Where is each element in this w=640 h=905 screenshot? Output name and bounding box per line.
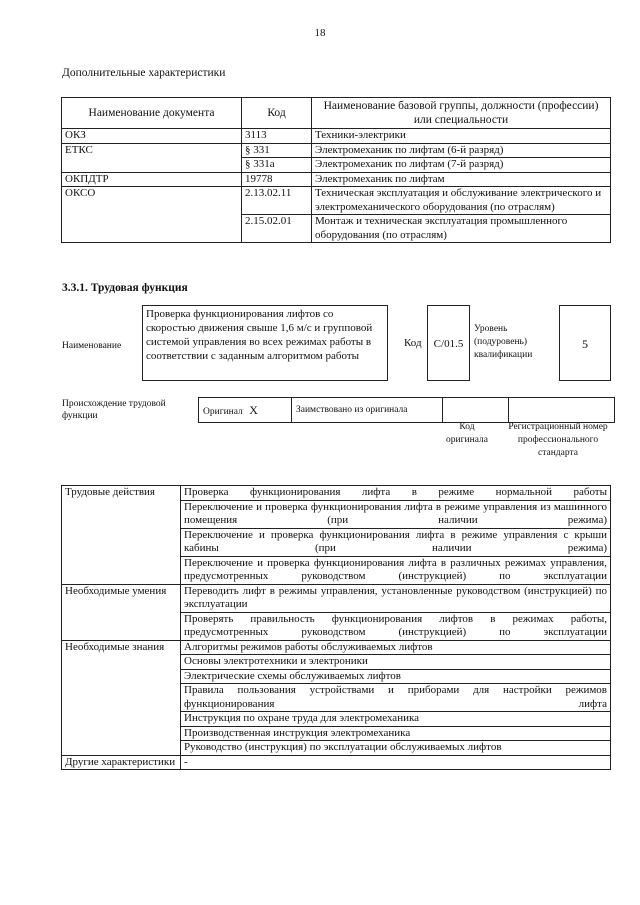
list-item: Инструкция по охране труда для электромеханика (181, 712, 611, 727)
table-row (62, 143, 611, 158)
qualification-level-label: Уровень (подуровень) квалификации (474, 324, 533, 360)
doc-cell: ОКПДТР (62, 172, 242, 187)
list-item: Переключение и проверка функционирования лифта в режиме управления с крыши кабины (при наличии режима) (181, 528, 611, 556)
knowledge-label: Необходимые знания (62, 640, 181, 755)
list-item: Производственная инструкция электромеханика (181, 726, 611, 741)
header-document: Наименование документа (62, 98, 242, 129)
reg-number-cell (509, 398, 615, 423)
name-cell: Электромеханик по лифтам (7-й разряд) (312, 158, 611, 173)
table-row (62, 129, 611, 144)
code-cell: 2.13.02.11 (242, 187, 312, 215)
registration-number-label: Регистрационный номер профессионального стандарта (508, 422, 608, 458)
table-row (62, 755, 611, 770)
name-cell: Монтаж и техническая эксплуатация промышленного оборудования (по отраслям) (312, 215, 611, 243)
list-item: Правила пользования устройствами и приборами для настройки режимов функционирования лифта (181, 684, 611, 712)
code-cell: 2.15.02.01 (242, 215, 312, 243)
skills-label: Необходимые умения (62, 584, 181, 640)
additional-characteristics-table (61, 97, 611, 243)
list-item: Электрические схемы обслуживаемых лифтов (181, 669, 611, 684)
doc-cell: ОКСО (62, 187, 242, 243)
origin-table (198, 397, 615, 423)
function-name-value: Проверка функционирования лифтов со скоростью движения свыше 1,6 м/с и групповой системой управления во всех режимах работы в соответствии с заданным алгоритмом работы (142, 305, 388, 381)
header-code: Код (242, 98, 312, 129)
other-characteristics-value: - (181, 755, 611, 770)
additional-characteristics-title: Дополнительные характеристики (62, 67, 226, 79)
header-group-name: Наименование базовой группы, должности (профессии) или специальности (312, 98, 611, 129)
name-cell: Техническая эксплуатация и обслуживание электрического и электромеханического оборудования (по отраслям) (312, 187, 611, 215)
code-original-label: Код оригинала (446, 422, 488, 445)
page-number: 18 (314, 27, 326, 39)
list-item: Проверка функционирования лифта в режиме нормальной работы (181, 486, 611, 501)
labor-function-table (61, 485, 611, 770)
list-item: Руководство (инструкция) по эксплуатации обслуживаемых лифтов (181, 741, 611, 756)
name-cell: Техники-электрики (312, 129, 611, 144)
other-characteristics-label: Другие характеристики (62, 755, 181, 770)
doc-cell: ЕТКС (62, 143, 242, 172)
table-row (62, 640, 611, 655)
original-label: Оригинал (203, 406, 243, 417)
code-cell: § 331 (242, 143, 312, 158)
table-row (62, 486, 611, 501)
table-row (62, 172, 611, 187)
list-item: Переводить лифт в режимы управления, установленные руководством (инструкцией) по эксплуатации (181, 584, 611, 612)
code-original-cell (443, 398, 509, 423)
list-item: Переключение и проверка функционирования лифта в режиме управления из машинного помещения (при наличии режима) (181, 500, 611, 528)
list-item: Переключение и проверка функционирования лифта в различных режимах управления, предусмотренных руководством (инструкцией) по эксплуатации (181, 556, 611, 584)
original-mark: X (249, 402, 258, 417)
table-row (62, 584, 611, 612)
code-label: Код (404, 337, 422, 349)
origin-label: Происхождение трудовой функции (62, 399, 166, 421)
code-cell: § 331а (242, 158, 312, 173)
name-cell: Электромеханик по лифтам (6-й разряд) (312, 143, 611, 158)
section-title: 3.3.1. Трудовая функция (62, 282, 188, 294)
table-row (62, 187, 611, 215)
list-item: Основы электротехники и электроники (181, 655, 611, 670)
doc-cell: ОКЗ (62, 129, 242, 144)
name-label: Наименование (62, 341, 122, 351)
code-cell: 19778 (242, 172, 312, 187)
list-item: Проверять правильность функционирования лифтов в режимах работы, предусмотренных руководством (инструкцией) по эксплуатации (181, 612, 611, 640)
code-cell: 3113 (242, 129, 312, 144)
labor-actions-label: Трудовые действия (62, 486, 181, 585)
list-item: Алгоритмы режимов работы обслуживаемых лифтов (181, 640, 611, 655)
function-code-value: C/01.5 (427, 305, 470, 381)
original-cell (199, 398, 292, 423)
borrowed-label: Заимствовано из оригинала (292, 398, 443, 423)
name-cell: Электромеханик по лифтам (312, 172, 611, 187)
table-header-row (62, 98, 611, 129)
qualification-level-value: 5 (559, 305, 611, 381)
